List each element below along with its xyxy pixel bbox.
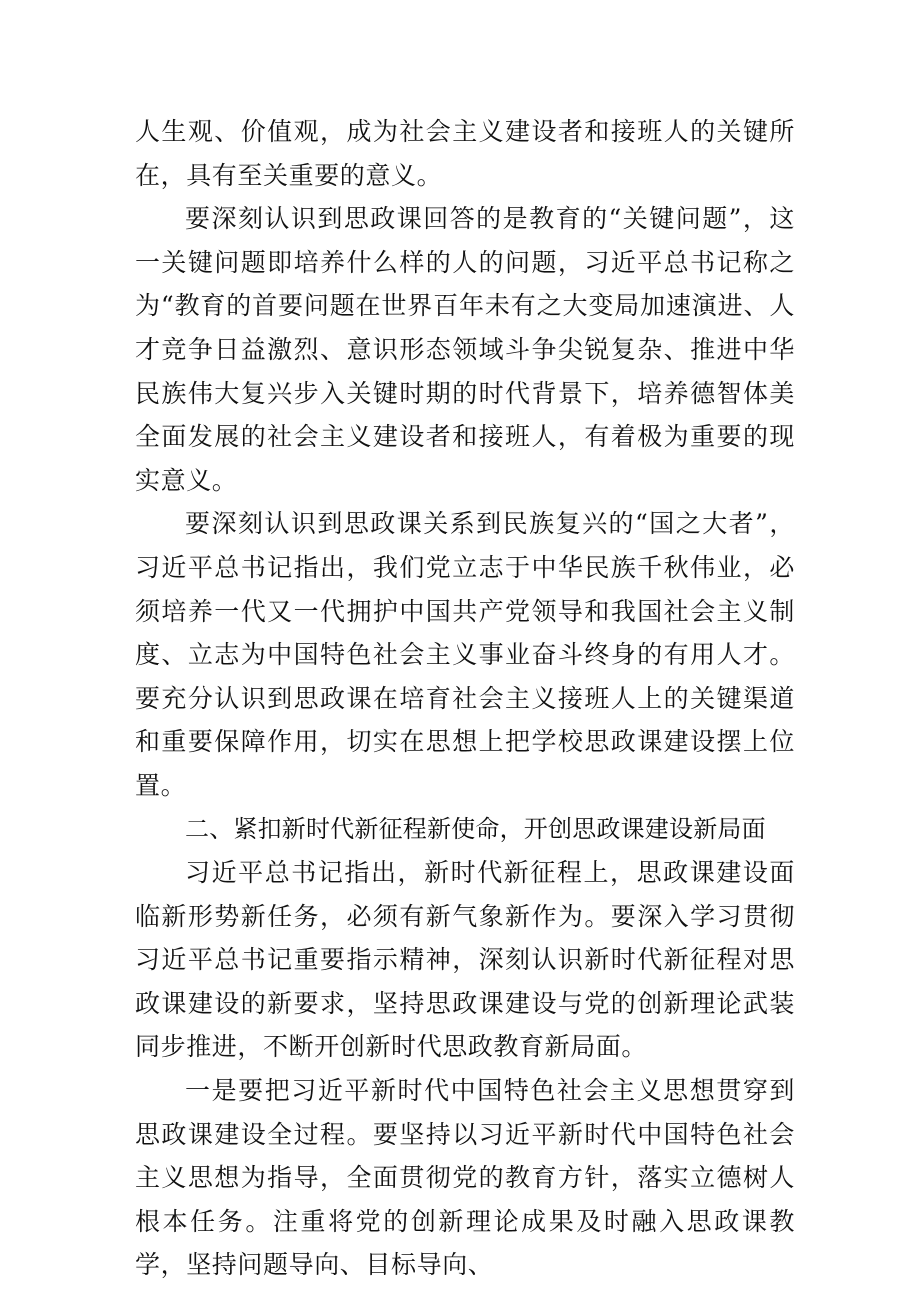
document-body (135, 110, 795, 1287)
section-heading: 二、紧扣新时代新征程新使命，开创思政课建设新局面 (185, 814, 766, 843)
paragraph-national-rejuvenation: 要深刻认识到思政课关系到民族复兴的“国之大者”，习近平总书记指出，我们党立志于中华民族千秋伟业，必须培养一代又一代拥护中国共产党领导和我国社会主义制度、立志为中国特色社会主义事业奋斗终身的有用人才。要充分认识到思政课在培育社会主义接班人上的关键渠道和重要保障作用，切实在思想上把学校思政课建设摆上位置。 (135, 509, 795, 800)
paragraph-continuation: 人生观、价值观，成为社会主义建设者和接班人的关键所在，具有至关重要的意义。 (135, 117, 795, 190)
paragraph-key-question: 要深刻认识到思政课回答的是教育的“关键问题”，这一关键问题即培养什么样的人的问题，习近平总书记称之为“教育的首要问题在世界百年未有之大变局加速演进、人才竞争日益激烈、意识形态领域斗争尖锐复杂、推进中华民族伟大复兴步入关键时期的时代背景下，培养德智体美全面发展的社会主义建设者和接班人，有着极为重要的现实意义。 (135, 204, 795, 495)
paragraph-new-era: 习近平总书记指出，新时代新征程上，思政课建设面临新形势新任务，必须有新气象新作为。要深入学习贯彻习近平总书记重要指示精神，深刻认识新时代新征程对思政课建设的新要求，坚持思政课建设与党的创新理论武装同步推进，不断开创新时代思政教育新局面。 (135, 858, 795, 1062)
paragraph-first-point: 一是要把习近平新时代中国特色社会主义思想贯穿到思政课建设全过程。要坚持以习近平新时代中国特色社会主义思想为指导，全面贯彻党的教育方针，落实立德树人根本任务。注重将党的创新理论成果及时融入思政课教学，坚持问题导向、目标导向、 (135, 1076, 795, 1280)
